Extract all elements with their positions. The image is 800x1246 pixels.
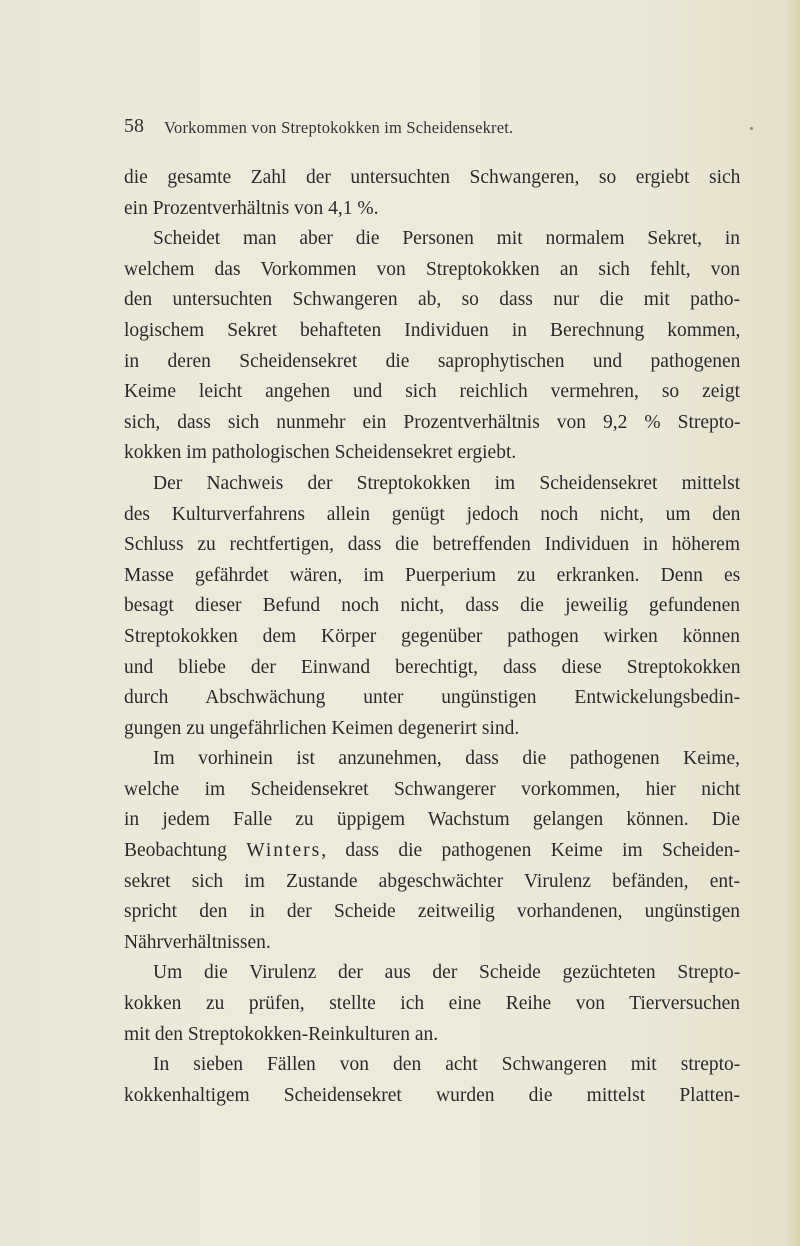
text-line: und bliebe der Einwand berechtigt, dass diese Streptokokken	[124, 656, 741, 678]
text-line: sich, dass sich nunmehr ein Prozentverhältnis von 9,2 % Strepto-	[124, 411, 741, 433]
text-run: Beobachtung	[124, 840, 247, 862]
text-line: welchem das Vorkommen von Streptokokken an sich fehlt, von	[124, 258, 740, 280]
text-line: In sieben Fällen von den acht Schwangeren mit strepto-	[153, 1054, 741, 1076]
text-line: Schluss zu rechtfertigen, dass die betreffenden Individuen in höherem	[124, 534, 740, 556]
text-line: kokken zu prüfen, stellte ich eine Reihe von Tierversuchen	[124, 993, 740, 1015]
text-line: kokkenhaltigem Scheidensekret wurden die mittelst Platten-	[124, 1084, 740, 1106]
text-line: kokken im pathologischen Scheidensekret ergiebt.	[124, 442, 517, 464]
text-line: sekret sich im Zustande abgeschwächter Virulenz befänden, ent-	[124, 870, 741, 892]
text-line: des Kulturverfahrens allein genügt jedoch noch nicht, um den	[124, 503, 741, 525]
text-line: Um die Virulenz der aus der Scheide gezüchteten Strepto-	[153, 962, 741, 984]
author-name: Winters	[246, 840, 322, 862]
text-line	[124, 836, 740, 867]
page-edge-shadow	[786, 0, 800, 1246]
text-line: mit den Streptokokken-Reinkulturen an.	[124, 1023, 439, 1045]
text-line: besagt dieser Befund noch nicht, dass die jeweilig gefundenen	[124, 595, 740, 617]
text-line: spricht den in der Scheide zeitweilig vorhandenen, ungünstigen	[124, 901, 740, 923]
running-head-title: Vorkommen von Streptokokken im Scheidensekret.	[164, 118, 514, 137]
page-number: 58	[124, 115, 144, 137]
text-line: logischem Sekret behafteten Individuen in Berechnung kommen,	[124, 319, 741, 341]
text-line: Nährverhältnissen.	[124, 931, 271, 953]
running-head	[124, 115, 764, 145]
text-line: Scheidet man aber die Personen mit normalem Sekret, in	[153, 228, 740, 250]
text-line: die gesamte Zahl der untersuchten Schwangeren, so ergiebt sich	[124, 167, 741, 188]
text-line: Masse gefährdet wären, im Puerperium zu erkranken. Denn es	[124, 564, 741, 586]
text-line: gungen zu ungefährlichen Keimen degenerirt sind.	[124, 717, 520, 739]
text-line: welche im Scheidensekret Schwangerer vorkommen, hier nicht	[124, 778, 741, 800]
text-line: in deren Scheidensekret die saprophytischen und pathogenen	[124, 350, 741, 372]
text-line: durch Abschwächung unter ungünstigen Entwickelungsbedin-	[124, 687, 741, 709]
text-line: Der Nachweis der Streptokokken im Scheidensekret mittelst	[153, 472, 741, 494]
text-line: Streptokokken dem Körper gegenüber pathogen wirken können	[124, 625, 741, 647]
text-line: Im vorhinein ist anzunehmen, dass die pathogenen Keime,	[153, 748, 740, 770]
text-line: ein Prozentverhältnis von 4,1 %.	[124, 197, 379, 219]
text-line: den untersuchten Schwangeren ab, so dass nur die mit patho-	[124, 289, 740, 311]
text-line: in jedem Falle zu üppigem Wachstum gelangen können. Die	[124, 809, 740, 831]
text-run: , dass die pathogenen Keime im Scheiden-	[321, 840, 740, 862]
body-text	[124, 163, 740, 1111]
print-speck	[750, 127, 753, 130]
text-line: Keime leicht angehen und sich reichlich vermehren, so zeigt	[124, 381, 740, 403]
